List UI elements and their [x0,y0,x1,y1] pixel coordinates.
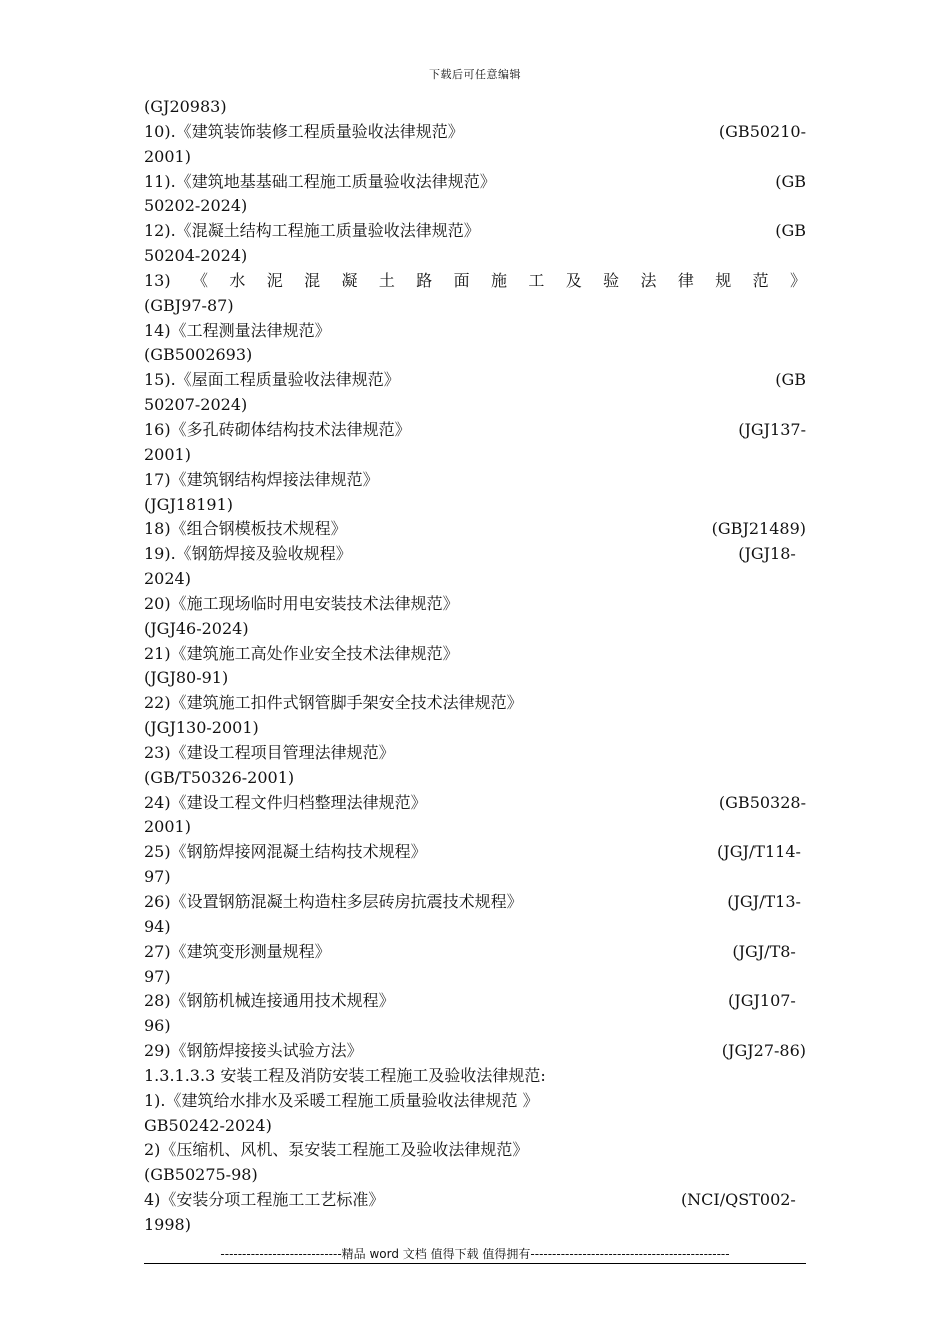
document-line [144,1163,806,1188]
line-text: 2001) [144,146,191,166]
page-header: 下载后可任意编辑 [429,68,521,81]
spread-char: 水 [229,270,246,290]
line-text: (JGJ130-2001) [144,718,259,738]
document-line [144,840,806,865]
line-text: 1).《建筑给水排水及采暖工程施工质量验收法律规范 》 [144,1090,539,1110]
standard-code: (NCI/QST002- [680,1190,806,1210]
line-text: 22)《建筑施工扣件式钢管脚手架安全技术法律规范》 [144,693,523,713]
spread-char: 混 [304,270,321,290]
document-body [144,95,806,1238]
document-line [144,393,806,418]
document-line [144,343,806,368]
spread-char: 工 [528,270,545,290]
document-line [144,493,806,518]
spread-char: 施 [490,270,507,290]
document-line [144,890,806,915]
standard-code: (JGJ/T13- [727,892,806,911]
document-line [144,542,806,567]
line-text: 2024) [144,569,191,589]
spread-char: 律 [677,270,694,290]
spread-char: 验 [603,270,620,290]
line-text: 14)《工程测量法律规范》 [144,320,331,340]
spread-char: 路 [416,270,433,290]
line-text: 2001) [144,817,191,837]
line-text: (GB5002693) [144,345,253,365]
document-line [144,691,806,716]
document-line [144,865,806,890]
document-line [144,244,806,269]
standard-code: (JGJ107- [728,991,806,1011]
line-text: 21)《建筑施工高处作业安全技术法律规范》 [144,643,459,663]
spread-char: 《 [191,270,208,290]
spread-char: 凝 [341,270,358,290]
document-line [144,815,806,840]
document-line [144,145,806,170]
document-line [144,269,806,294]
document-line [144,965,806,990]
document-line [144,1138,806,1163]
line-text: (JGJ46-2024) [144,618,249,638]
document-line [144,468,806,493]
line-text: 24)《建设工程文件归档整理法律规范》 [144,792,427,812]
line-text: 16)《多孔砖砌体结构技术法律规范》 [144,419,411,439]
document-line [144,1114,806,1139]
standard-code: (JGJ137- [738,419,806,439]
line-text: 97) [144,867,171,887]
line-text: (JGJ18191) [144,494,233,514]
spread-char: 规 [715,270,732,290]
line-text: 2)《压缩机、风机、泵安装工程施工及验收法律规范》 [144,1140,529,1160]
document-line [144,517,806,542]
line-text: (GBJ97-87) [144,295,234,315]
line-text: (GJ20983) [144,97,227,116]
spread-char: 范 [752,270,769,290]
document-line [144,989,806,1014]
line-text: 25)《钢筋焊接网混凝土结构技术规程》 [144,842,427,862]
line-text: 1998) [144,1214,191,1234]
document-line [144,120,806,145]
line-text: 2001) [144,444,191,464]
document-line [144,567,806,592]
document-line [144,716,806,741]
line-text: 50204-2024) [144,246,248,266]
document-line [144,368,806,393]
line-text: 15).《屋面工程质量验收法律规范》 [144,370,400,390]
document-line [144,940,806,965]
spread-char: 及 [565,270,582,290]
document-line [144,294,806,319]
document-line [144,1089,806,1114]
document-line [144,418,806,443]
document-line [144,666,806,691]
standard-code: (JGJ/T8- [732,941,806,961]
line-text: 1.3.1.3.3 安装工程及消防安装工程施工及验收法律规范: [144,1065,546,1085]
spread-char: 13) [144,270,171,290]
line-text: 27)《建筑变形测量规程》 [144,941,331,961]
document-line [144,791,806,816]
document-line [144,1064,806,1089]
line-text: 97) [144,966,171,986]
line-text: 29)《钢筋焊接接头试验方法》 [144,1041,363,1061]
line-text: 26)《设置钢筋混凝土构造柱多层砖房抗震技术规程》 [144,892,523,911]
document-line [144,915,806,940]
document-line [144,194,806,219]
document-line [144,1039,806,1064]
document-line [144,741,806,766]
standard-code: (GB [775,171,806,191]
line-text: 50202-2024) [144,196,248,216]
line-text: 12).《混凝土结构工程施工质量验收法律规范》 [144,221,480,241]
line-text: (GB/T50326-2001) [144,767,295,787]
standard-code: (JGJ27-86) [721,1041,806,1061]
line-text: GB50242-2024) [144,1115,272,1135]
document-line [144,617,806,642]
standard-code: (JGJ/T114- [717,842,806,862]
document-line [144,766,806,791]
line-text: 11).《建筑地基基础工程施工质量验收法律规范》 [144,171,496,191]
document-line [144,319,806,344]
standard-code: (GB50328- [718,792,806,812]
line-text: (JGJ80-91) [144,668,229,688]
standard-code: (GB50210- [718,121,806,141]
standard-code: (GBJ21489) [711,519,806,539]
spread-char: 面 [453,270,470,290]
document-line [144,1188,806,1213]
document-line [144,219,806,244]
line-text: 23)《建设工程项目管理法律规范》 [144,742,395,762]
document-line [144,170,806,195]
footer-rule [144,1263,806,1264]
page-footer: ----------------------------精品 word 文档 值得下载 值得拥有---------------------------------------------- [220,1247,730,1261]
line-text: 17)《建筑钢结构焊接法律规范》 [144,469,379,489]
document-line [144,1213,806,1238]
document-line [144,95,806,120]
line-text: 50207-2024) [144,395,248,415]
line-text: 19).《钢筋焊接及验收规程》 [144,544,352,564]
line-text: 94) [144,916,171,936]
line-text: (GB50275-98) [144,1165,258,1185]
standard-code: (JGJ18- [738,544,806,564]
spread-char: 》 [789,270,806,290]
document-line [144,443,806,468]
line-text: 10).《建筑装饰装修工程质量验收法律规范》 [144,121,464,141]
line-text: 4)《安装分项工程施工工艺标准》 [144,1190,385,1210]
spread-char: 土 [378,270,395,290]
line-text: 20)《施工现场临时用电安装技术法律规范》 [144,593,459,613]
spread-char: 泥 [266,270,283,290]
document-line [144,592,806,617]
spread-char: 法 [640,270,657,290]
line-text: 28)《钢筋机械连接通用技术规程》 [144,991,395,1011]
standard-code: (GB [775,221,806,241]
line-text: 18)《组合钢模板技术规程》 [144,519,347,539]
document-line [144,642,806,667]
line-text: 96) [144,1016,171,1036]
document-line [144,1014,806,1039]
standard-code: (GB [775,370,806,390]
